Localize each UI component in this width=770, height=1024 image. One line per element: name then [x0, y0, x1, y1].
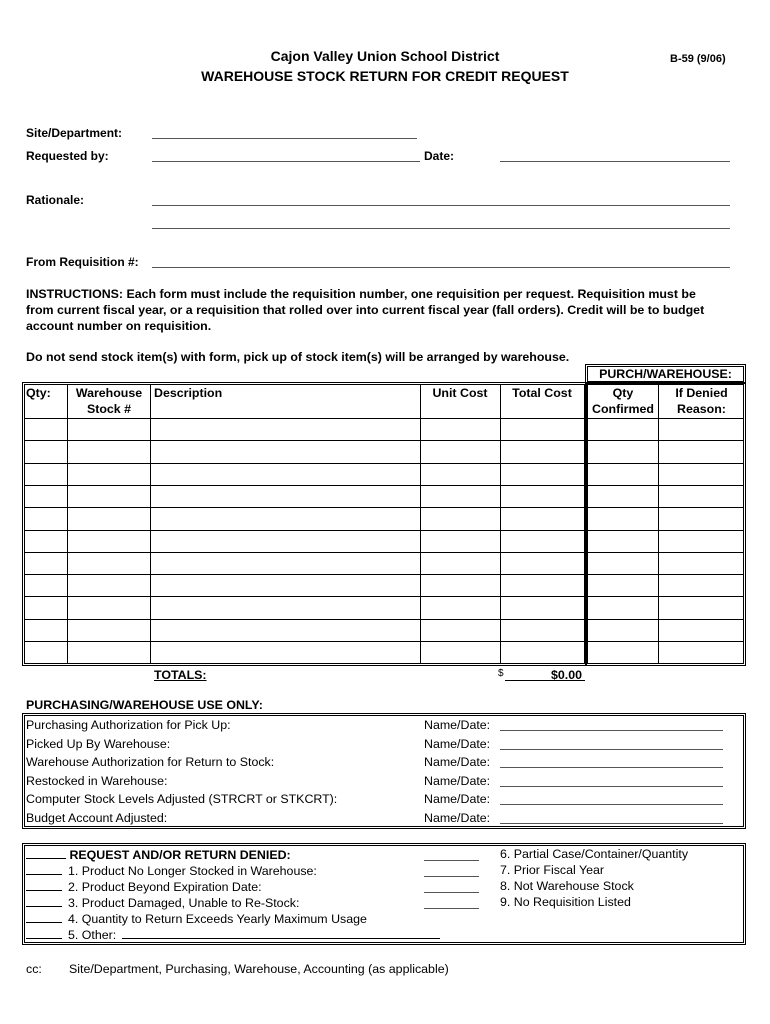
- row-line-right: [588, 485, 743, 486]
- name-date-field[interactable]: [500, 786, 723, 787]
- table-row[interactable]: [25, 597, 584, 618]
- other-reason-field[interactable]: [122, 927, 440, 939]
- denied-reason-label: 5. Other:: [68, 928, 117, 942]
- name-date-field[interactable]: [500, 749, 723, 750]
- denied-reason-row: [26, 927, 440, 942]
- denied-reason-row: [26, 863, 317, 878]
- totals-label: TOTALS:: [154, 668, 207, 682]
- name-date-label: Name/Date:: [424, 773, 491, 788]
- denied-reason-checkbox[interactable]: [26, 927, 62, 939]
- denied-reason-checkbox[interactable]: [26, 911, 62, 923]
- denied-reason-label: 6. Partial Case/Container/Quantity: [500, 847, 689, 861]
- table-row[interactable]: [25, 419, 584, 440]
- table-row[interactable]: [25, 531, 584, 552]
- purch-header-box: [585, 364, 746, 384]
- site-department-label: Site/Department:: [26, 126, 123, 140]
- row-line-right: [588, 574, 743, 575]
- date-label: Date:: [424, 149, 455, 163]
- pickup-note: Do not send stock item(s) with form, pick up of stock item(s) will be arranged by warehouse.: [26, 350, 570, 364]
- row-line-right: [588, 440, 743, 441]
- name-date-field[interactable]: [500, 804, 723, 805]
- col-qty-confirmed-1: Qty: [612, 386, 634, 400]
- requested-by-field[interactable]: [152, 161, 420, 162]
- name-date-field[interactable]: [500, 767, 723, 768]
- rationale-label: Rationale:: [26, 193, 85, 207]
- col-unit-cost: Unit Cost: [432, 386, 488, 400]
- denied-reason-checkbox[interactable]: [424, 892, 479, 893]
- header-bottom-line-right: [588, 418, 743, 419]
- table-row[interactable]: [25, 642, 584, 663]
- currency-sign: $: [498, 668, 504, 679]
- col-stock-1: Warehouse: [75, 386, 143, 400]
- denied-reason-row: [26, 895, 299, 910]
- denied-reason-checkbox[interactable]: [424, 908, 479, 909]
- table-row[interactable]: [25, 620, 584, 641]
- site-department-field[interactable]: [152, 138, 417, 139]
- denied-reason-checkbox[interactable]: [26, 879, 62, 891]
- purchasing-row-label: Budget Account Adjusted:: [26, 810, 168, 825]
- purchasing-row-label: Computer Stock Levels Adjusted (STRCRT or STKCRT):: [26, 792, 338, 806]
- purchasing-row-label: Purchasing Authorization for Pick Up:: [26, 718, 231, 732]
- denied-title: REQUEST AND/OR RETURN DENIED:: [69, 848, 291, 862]
- col-qty: Qty:: [26, 386, 51, 400]
- row-line-right: [588, 552, 743, 553]
- col-stock-2: Stock #: [86, 402, 132, 416]
- purch-header: PURCH/WAREHOUSE:: [599, 367, 732, 381]
- col-denied-reason-1: If Denied: [675, 386, 728, 400]
- table-row[interactable]: [25, 508, 584, 529]
- name-date-field[interactable]: [500, 730, 723, 731]
- denied-title-blank[interactable]: [26, 847, 66, 859]
- row-line-right: [588, 641, 743, 642]
- denied-reason-label: 1. Product No Longer Stocked in Warehouse:: [68, 864, 317, 878]
- table-row[interactable]: [25, 486, 584, 507]
- denied-reason-label: 3. Product Damaged, Unable to Re-Stock:: [68, 896, 300, 910]
- purchasing-title: PURCHASING/WAREHOUSE USE ONLY:: [26, 698, 263, 712]
- denied-reason-row: [26, 911, 367, 926]
- form-title: WAREHOUSE STOCK RETURN FOR CREDIT REQUEST: [201, 68, 569, 84]
- rationale-field-line-2[interactable]: [152, 228, 730, 229]
- denied-reason-checkbox[interactable]: [26, 895, 62, 907]
- denied-reason-checkbox[interactable]: [424, 876, 479, 877]
- name-date-label: Name/Date:: [424, 736, 491, 751]
- name-date-label: Name/Date:: [424, 718, 491, 732]
- rationale-field-line-1[interactable]: [152, 205, 730, 206]
- denied-reason-label: 8. Not Warehouse Stock: [500, 879, 634, 893]
- denied-reason-label: 2. Product Beyond Expiration Date:: [68, 880, 262, 894]
- row-line-right: [588, 507, 743, 508]
- district-name: Cajon Valley Union School District: [270, 48, 500, 64]
- cc-label: cc:: [26, 962, 42, 976]
- denied-reason-label: 7. Prior Fiscal Year: [500, 863, 604, 877]
- date-field[interactable]: [500, 161, 730, 162]
- purchasing-row-label: Picked Up By Warehouse:: [26, 736, 171, 751]
- row-line-right: [588, 530, 743, 531]
- instructions-text: INSTRUCTIONS: Each form must include the requisition number, one requisition per request. Requisition must be from current fiscal year, or a requisition that rolled over into current fiscal year (fall orders). Credit will be to budget account number on requisition.: [26, 287, 705, 334]
- name-date-label: Name/Date:: [424, 755, 491, 769]
- denied-reason-row: [26, 879, 262, 894]
- col-divider-confirm: [658, 385, 659, 664]
- row-line-right: [588, 463, 743, 464]
- row-line-right: [588, 596, 743, 597]
- purchasing-row-label: Restocked in Warehouse:: [26, 773, 168, 788]
- name-date-field[interactable]: [500, 823, 723, 824]
- denied-title-row: [26, 847, 291, 862]
- total-value: $0.00: [551, 668, 583, 682]
- row-line-right: [588, 619, 743, 620]
- denied-reason-label: 9. No Requisition Listed: [500, 895, 631, 909]
- col-total-cost: Total Cost: [512, 386, 572, 400]
- table-row[interactable]: [25, 575, 584, 596]
- name-date-label: Name/Date:: [424, 810, 491, 825]
- denied-reason-label: 4. Quantity to Return Exceeds Yearly Maximum Usage: [68, 912, 367, 926]
- purchasing-row-label: Warehouse Authorization for Return to Stock:: [26, 755, 275, 769]
- name-date-label: Name/Date:: [424, 792, 491, 806]
- requisition-field[interactable]: [152, 267, 730, 268]
- denied-reason-checkbox[interactable]: [26, 863, 62, 875]
- table-row[interactable]: [25, 441, 584, 462]
- col-denied-reason-2: Reason:: [677, 402, 726, 416]
- col-description: Description: [154, 386, 223, 400]
- denied-reason-checkbox[interactable]: [424, 860, 479, 861]
- requisition-label: From Requisition #:: [26, 255, 139, 269]
- table-row[interactable]: [25, 464, 584, 485]
- requested-by-label: Requested by:: [26, 149, 109, 163]
- cc-text: Site/Department, Purchasing, Warehouse, Accounting (as applicable): [69, 962, 449, 976]
- confirm-table-frame: [585, 382, 746, 666]
- table-row[interactable]: [25, 553, 584, 574]
- col-qty-confirmed-2: Confirmed: [592, 402, 654, 416]
- form-code: B-59 (9/06): [670, 53, 726, 65]
